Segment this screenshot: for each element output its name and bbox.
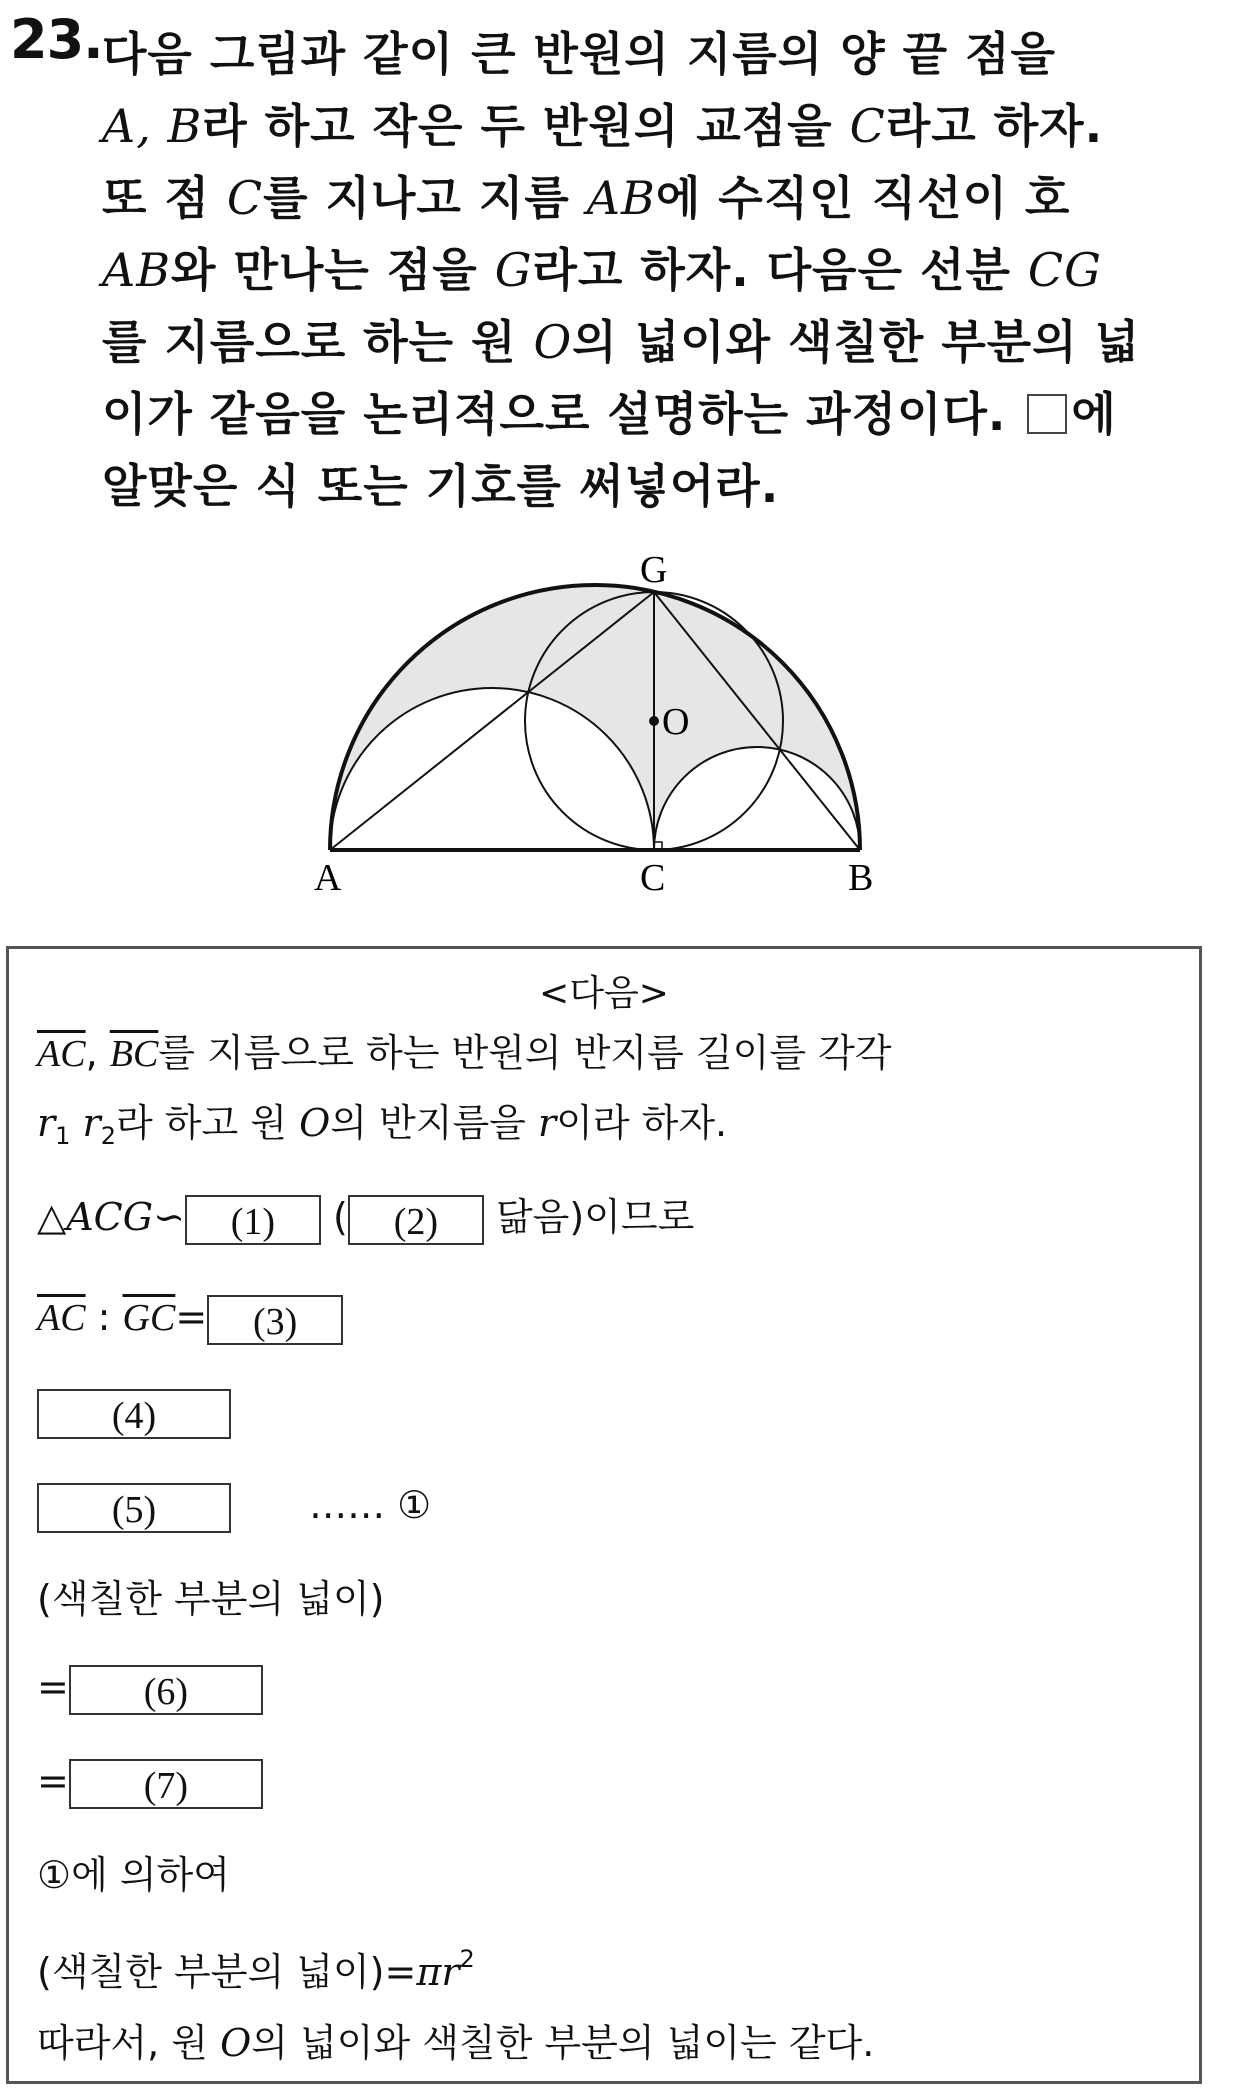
solution-box <box>6 946 1202 2084</box>
segment-ac: $\overline{AC}$ <box>37 1033 86 1075</box>
row-radii <box>37 1097 727 1162</box>
separator: , <box>85 1031 110 1075</box>
row-text: 닮음)이므로 <box>483 1195 695 1239</box>
stem-line-7 <box>102 450 1220 522</box>
math-ab: AB <box>102 243 172 297</box>
blank-2[interactable]: (2) <box>348 1195 484 1245</box>
math-r: r <box>537 1101 557 1145</box>
center-o-dot <box>649 716 659 726</box>
problem-stem <box>102 18 1220 522</box>
stem-text: 에 <box>1071 387 1117 441</box>
math-o: O <box>299 1101 331 1145</box>
stem-line-4 <box>102 234 1220 306</box>
row-text: (색칠한 부분의 넓이)= <box>37 1950 417 1994</box>
math-ab: AB <box>586 171 656 225</box>
row-area-result <box>37 1933 475 1998</box>
blank-1[interactable]: (1) <box>185 1195 321 1245</box>
row-6 <box>37 1661 263 1715</box>
row-text: 따라서, 원 <box>37 2021 221 2065</box>
stem-text: 알맞은 식 또는 기호를 써넣어라. <box>102 459 780 513</box>
math-ab-points: A, B <box>102 99 203 153</box>
stem-line-5 <box>102 306 1220 378</box>
blank-3[interactable]: (3) <box>207 1295 343 1345</box>
stem-text: 와 만나는 점을 <box>171 243 495 297</box>
blank-6[interactable]: (6) <box>69 1665 263 1715</box>
label-a: A <box>314 857 342 899</box>
row-4 <box>37 1385 231 1439</box>
segment-ac: $\overline{AC}$ <box>37 1297 86 1339</box>
stem-text: 에 수직인 직선이 호 <box>655 171 1071 225</box>
stem-line-6 <box>102 378 1220 450</box>
equals: = <box>175 1295 208 1339</box>
segment-gc: $\overline{GC}$ <box>122 1297 176 1339</box>
math-cg: CG <box>1027 243 1102 297</box>
row-text: 의 넓이와 색칠한 부분의 넓이는 같다. <box>251 2021 875 2065</box>
label-c: C <box>640 857 666 899</box>
figure-svg <box>300 540 940 900</box>
row-similarity <box>37 1191 694 1245</box>
stem-line-2 <box>102 90 1220 162</box>
colon: : <box>85 1295 123 1339</box>
subscript: 2 <box>100 1122 116 1150</box>
row-5 <box>37 1479 431 1533</box>
stem-line-3 <box>102 162 1220 234</box>
label-b: B <box>848 857 874 899</box>
blank-5[interactable]: (5) <box>37 1483 231 1533</box>
math-r: r <box>441 1950 460 1994</box>
math-r1: r <box>37 1101 56 1145</box>
row-text: (색칠한 부분의 넓이) <box>37 1577 385 1621</box>
stem-line-1 <box>102 18 1220 90</box>
row-definitions <box>37 1027 892 1080</box>
math-o: O <box>533 315 573 369</box>
equals: = <box>37 1759 69 1803</box>
stem-text: 또 점 <box>102 171 227 225</box>
math-pi: π <box>416 1950 442 1994</box>
stem-text: 이가 같음을 논리적으로 설명하는 과정이다. <box>102 387 1024 441</box>
row-text: ①에 의하여 <box>37 1853 230 1897</box>
row-shaded-area <box>37 1573 384 1625</box>
math-triangle: △ACG∽ <box>37 1195 185 1239</box>
row-7 <box>37 1755 263 1809</box>
superscript: 2 <box>459 1945 475 1973</box>
stem-text: 를 지름으로 하는 원 <box>102 315 534 369</box>
stem-text: 라고 하자. 다음은 선분 <box>532 243 1028 297</box>
subscript: 1 <box>55 1122 71 1150</box>
stem-text: 의 넓이와 색칠한 부분의 넓 <box>572 315 1141 369</box>
geometry-figure <box>300 540 940 900</box>
math-g: G <box>494 243 533 297</box>
equation-mark: …… ① <box>309 1483 432 1527</box>
stem-text: 라 하고 작은 두 반원의 교점을 <box>202 99 850 153</box>
math-c: C <box>849 99 886 153</box>
stem-text: 다음 그림과 같이 큰 반원의 지름의 양 끝 점을 <box>102 27 1056 81</box>
row-text: 이라 하자. <box>556 1101 728 1145</box>
row-conclusion <box>37 2017 874 2069</box>
row-text: 라 하고 원 <box>116 1101 300 1145</box>
problem-number: 23. <box>10 8 103 71</box>
blank-square-icon <box>1027 394 1067 434</box>
row-text: 를 지름으로 하는 반원의 반지름 길이를 각각 <box>158 1031 892 1075</box>
label-g: G <box>640 549 668 591</box>
math-r2: r <box>82 1101 101 1145</box>
row-by-1 <box>37 1849 230 1901</box>
row-ratio <box>37 1291 343 1345</box>
row-text: 의 반지름을 <box>330 1101 538 1145</box>
label-o: O <box>662 701 690 743</box>
blank-7[interactable]: (7) <box>69 1759 263 1809</box>
stem-text: 라고 하자. <box>885 99 1104 153</box>
box-title: <다음> <box>539 973 669 1014</box>
stem-text: 를 지나고 지름 <box>263 171 587 225</box>
segment-bc: $\overline{BC}$ <box>109 1033 159 1075</box>
math-c: C <box>226 171 264 225</box>
blank-4[interactable]: (4) <box>37 1389 231 1439</box>
shaded-region <box>330 585 860 850</box>
paren: ( <box>333 1195 348 1239</box>
math-o: O <box>220 2021 252 2065</box>
equals: = <box>37 1665 69 1709</box>
